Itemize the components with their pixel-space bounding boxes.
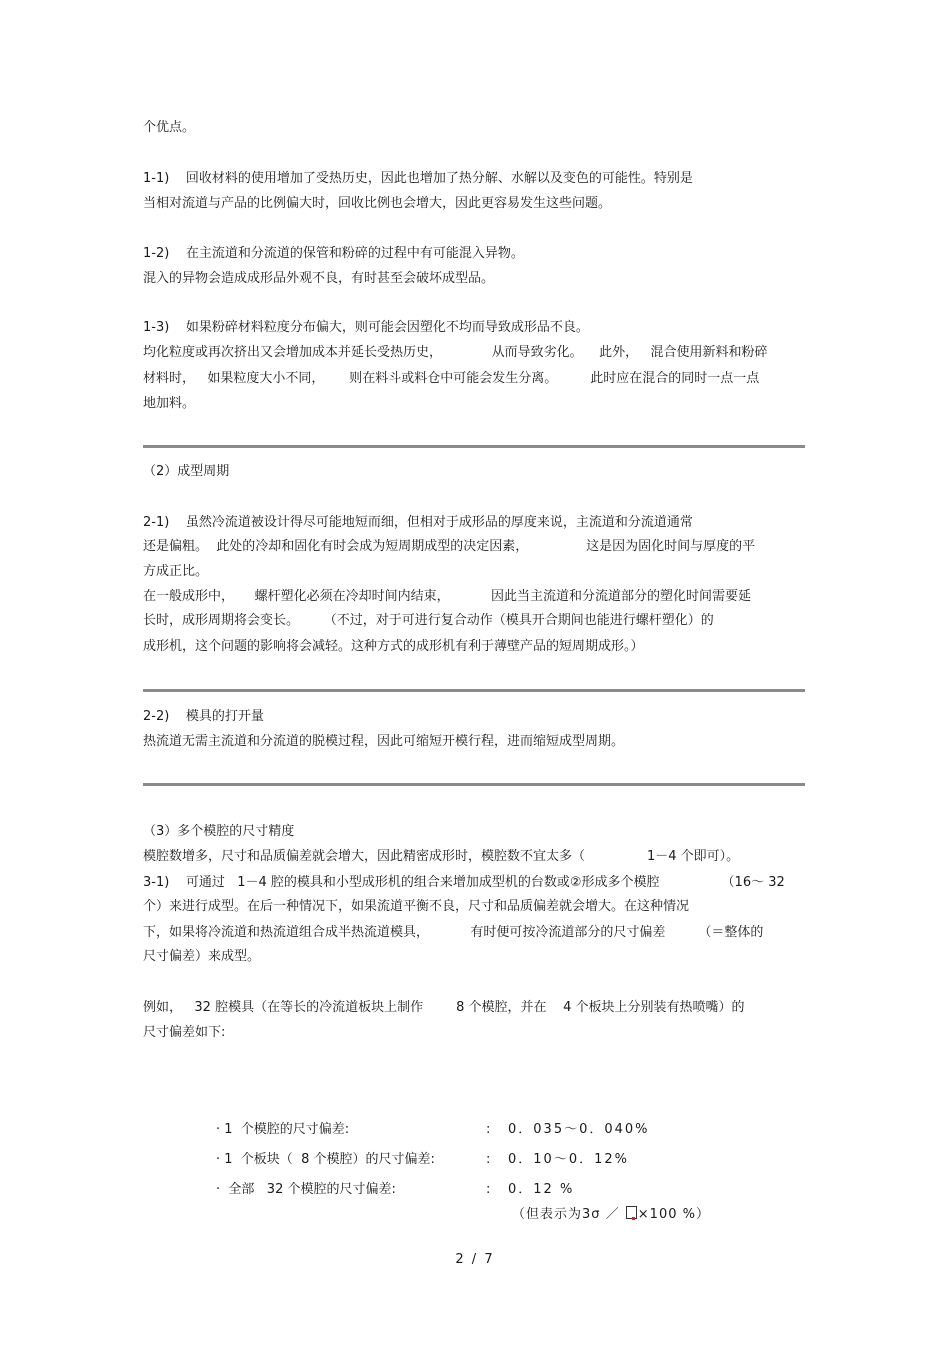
deviation-value: 0．12 %: [508, 1182, 575, 1197]
text-line: 尺寸偏差如下:: [143, 1025, 226, 1040]
formula-note-suffix: ×100 %）: [637, 1207, 710, 1222]
text-line: 尺寸偏差）来成型。: [143, 949, 261, 964]
deviation-colon: :: [486, 1122, 491, 1137]
section-heading: （3）多个模腔的尺寸精度: [143, 824, 295, 839]
text-line: 1-3) 如果粉碎材料粒度分布偏大，则可能会因塑化不均而导致成形品不良。: [143, 320, 589, 335]
text-line: 例如， 32 腔模具（在等长的冷流道板块上制作 8 个模腔，并在 4 个板块上分别装有热喷嘴）的: [143, 1000, 745, 1015]
text-line: 方成正比。: [143, 564, 209, 579]
section-divider: [143, 689, 805, 692]
text-line: 在一般成形中， 螺杆塑化必须在冷却时间内结束， 因此当主流道和分流道部分的塑化时间需要延: [143, 589, 751, 604]
text-line: 材料时， 如果粒度大小不同， 则在料斗或料仓中可能会发生分离。 此时应在混合的同时一点一点: [143, 371, 760, 386]
deviation-label: · 1 个板块（ 8 个模腔）的尺寸偏差:: [216, 1152, 435, 1167]
text-line: 长时，成形周期将会变长。 （不过，对于可进行复合动作（模具开合期间也能进行螺杆塑化）的: [143, 613, 714, 628]
text-line: 还是偏粗。 此处的冷却和固化有时会成为短周期成型的决定因素， 这是因为固化时间与厚度的平: [143, 539, 756, 554]
page-number: 2 / 7: [455, 1252, 495, 1267]
text-line: 均化粒度或再次挤出又会增加成本并延长受热历史， 从而导致劣化。 此外， 混合使用新料和粉碎: [143, 345, 768, 360]
text-line: 成形机，这个问题的影响将会减轻。这种方式的成形机有利于薄壁产品的短周期成形。）: [143, 639, 644, 654]
text-line: 当相对流道与产品的比例偏大时，回收比例也会增大，因此更容易发生这些问题。: [143, 196, 612, 211]
section-divider: [143, 445, 805, 448]
missing-glyph-icon: [626, 1206, 637, 1219]
text-line: 1-2) 在主流道和分流道的保管和粉碎的过程中有可能混入异物。: [143, 246, 524, 261]
section-divider: [143, 783, 805, 786]
text-line: 热流道无需主流道和分流道的脱模过程，因此可缩短开模行程，进而缩短成型周期。: [143, 734, 625, 749]
deviation-label: · 1 个模腔的尺寸偏差:: [216, 1122, 350, 1137]
formula-note: [512, 1206, 710, 1224]
text-line: 个）来进行成型。在后一种情况下，如果流道平衡不良，尺寸和品质偏差就会增大。在这种情况: [143, 899, 690, 914]
deviation-label: · 全部 32 个模腔的尺寸偏差:: [216, 1182, 396, 1197]
deviation-value: 0．035～0．040%: [508, 1122, 650, 1137]
formula-note-prefix: （但表示为3σ ／: [512, 1207, 625, 1222]
text-line: 个优点。: [143, 120, 196, 135]
text-line: 下，如果将冷流道和热流道组合成半热流道模具， 有时便可按冷流道部分的尺寸偏差 （＝整体的: [143, 925, 764, 940]
text-line: 地加料。: [143, 396, 196, 411]
text-line: 混入的异物会造成成形品外观不良，有时甚至会破坏成型品。: [143, 271, 495, 286]
deviation-colon: :: [486, 1152, 491, 1167]
subsection-heading: 2-2) 模具的打开量: [143, 709, 264, 724]
text-line: 1-1) 回收材料的使用增加了受热历史，因此也增加了热分解、水解以及变色的可能性。特别是: [143, 171, 693, 186]
section-heading: （2）成型周期: [143, 464, 230, 479]
text-line: 3-1) 可通过 1－4 腔的模具和小型成形机的组合来增加成型机的台数或②形成多个模腔 （16～ 32: [143, 875, 785, 890]
text-line: 模腔数增多，尺寸和品质偏差就会增大，因此精密成形时，模腔数不宜太多（ 1－4 个即可）。: [143, 849, 740, 864]
deviation-colon: :: [486, 1182, 491, 1197]
text-line: 2-1) 虽然冷流道被设计得尽可能地短而细，但相对于成形品的厚度来说，主流道和分流道通常: [143, 515, 693, 530]
deviation-value: 0．10～0．12%: [508, 1152, 629, 1167]
